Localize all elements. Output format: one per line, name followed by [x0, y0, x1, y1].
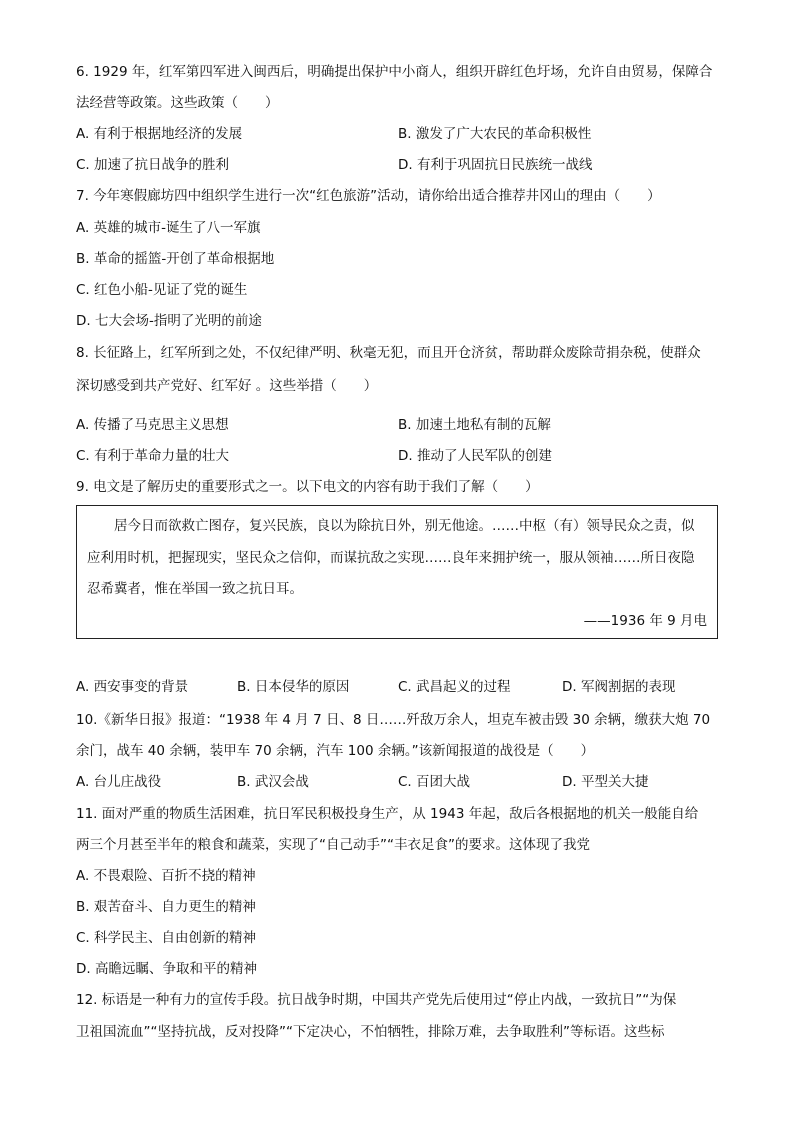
- q9-stem: 9. 电文是了解历史的重要形式之一。以下电文的内容有助于我们了解（ ）: [76, 479, 539, 495]
- q8-option-a: A. 传播了马克思主义思想: [76, 417, 229, 433]
- telegram-quote-box: [76, 505, 718, 639]
- q6-stem-line1: 6. 1929 年，红军第四军进入闽西后，明确提出保护中小商人，组织开辟红色圩场，允许自由贸易，保障合: [76, 64, 713, 80]
- q11-stem-line2: 两三个月甚至半年的粮食和蔬菜，实现了“自己动手”“丰衣足食”的要求。这体现了我党: [76, 837, 590, 853]
- q6-option-a: A. 有利于根据地经济的发展: [76, 126, 243, 142]
- q10-option-d: D. 平型关大捷: [562, 774, 649, 790]
- q11-option-c: C. 科学民主、自由创新的精神: [76, 930, 257, 946]
- q7-option-a: A. 英雄的城市-诞生了八一军旗: [76, 220, 261, 236]
- q11-option-a: A. 不畏艰险、百折不挠的精神: [76, 868, 256, 884]
- q7-option-d: D. 七大会场-指明了光明的前途: [76, 313, 262, 329]
- q6-stem-line2: 法经营等政策。这些政策（ ）: [76, 95, 279, 111]
- q11-option-b: B. 艰苦奋斗、自力更生的精神: [76, 899, 256, 915]
- q6-option-d: D. 有利于巩固抗日民族统一战线: [398, 157, 593, 173]
- quote-source: ——1936 年 9 月电: [583, 613, 707, 629]
- q11-stem-line1: 11. 面对严重的物质生活困难，抗日军民积极投身生产，从 1943 年起，敌后各根据地的机关一般能自给: [76, 806, 699, 822]
- q9-option-d: D. 军阀割据的表现: [562, 679, 676, 695]
- q10-stem-line2: 余门，战车 40 余辆，装甲车 70 余辆，汽车 100 余辆。”该新闻报道的战役是（ ）: [76, 743, 595, 759]
- q12-stem-line1: 12. 标语是一种有力的宣传手段。抗日战争时期，中国共产党先后使用过“停止内战，一致抗日”“为保: [76, 992, 677, 1008]
- q6-option-b: B. 激发了广大农民的革命积极性: [398, 126, 592, 142]
- q10-option-b: B. 武汉会战: [237, 774, 309, 790]
- q10-stem-line1: 10.《新华日报》报道：“1938 年 4 月 7 日、8 日……歼敌万余人，坦克车被击毁 30 余辆，缴获大炮 70: [76, 712, 711, 728]
- q7-stem: 7. 今年寒假廊坊四中组织学生进行一次“红色旅游”活动，请你给出适合推荐井冈山的理由（ ）: [76, 188, 661, 204]
- q10-option-c: C. 百团大战: [398, 774, 471, 790]
- q9-option-a: A. 西安事变的背景: [76, 679, 189, 695]
- q7-option-c: C. 红色小船-见证了党的诞生: [76, 282, 248, 298]
- q12-stem-line2: 卫祖国流血”“坚持抗战，反对投降”“下定决心，不怕牺牲，排除万难，去争取胜利”等标语。这些标: [76, 1024, 665, 1040]
- q8-option-d: D. 推动了人民军队的创建: [398, 448, 552, 464]
- quote-line-2: 应利用时机，把握现实，坚民众之信仰，而谋抗敌之实现……良年来拥护统一，服从领袖……所日夜隐: [87, 550, 695, 566]
- q10-option-a: A. 台儿庄战役: [76, 774, 162, 790]
- q9-option-c: C. 武昌起义的过程: [398, 679, 511, 695]
- q6-option-c: C. 加速了抗日战争的胜利: [76, 157, 230, 173]
- q9-option-b: B. 日本侵华的原因: [237, 679, 350, 695]
- q8-option-b: B. 加速土地私有制的瓦解: [398, 417, 551, 433]
- q7-option-b: B. 革命的摇篮-开创了革命根据地: [76, 251, 275, 267]
- q8-stem-line2: 深切感受到共产党好、红军好 。这些举措（ ）: [76, 378, 378, 394]
- q8-stem-line1: 8. 长征路上，红军所到之处，不仅纪律严明、秋毫无犯，而且开仓济贫，帮助群众废除苛捐杂税，使群众: [76, 345, 701, 361]
- q11-option-d: D. 高瞻远瞩、争取和平的精神: [76, 961, 257, 977]
- quote-line-1: 居今日而欲救亡图存，复兴民族，良以为除抗日外，别无他途。……中枢（有）领导民众之责，似: [87, 518, 695, 534]
- quote-line-3: 忍希冀者，惟在举国一致之抗日耳。: [87, 581, 303, 597]
- q8-option-c: C. 有利于革命力量的壮大: [76, 448, 230, 464]
